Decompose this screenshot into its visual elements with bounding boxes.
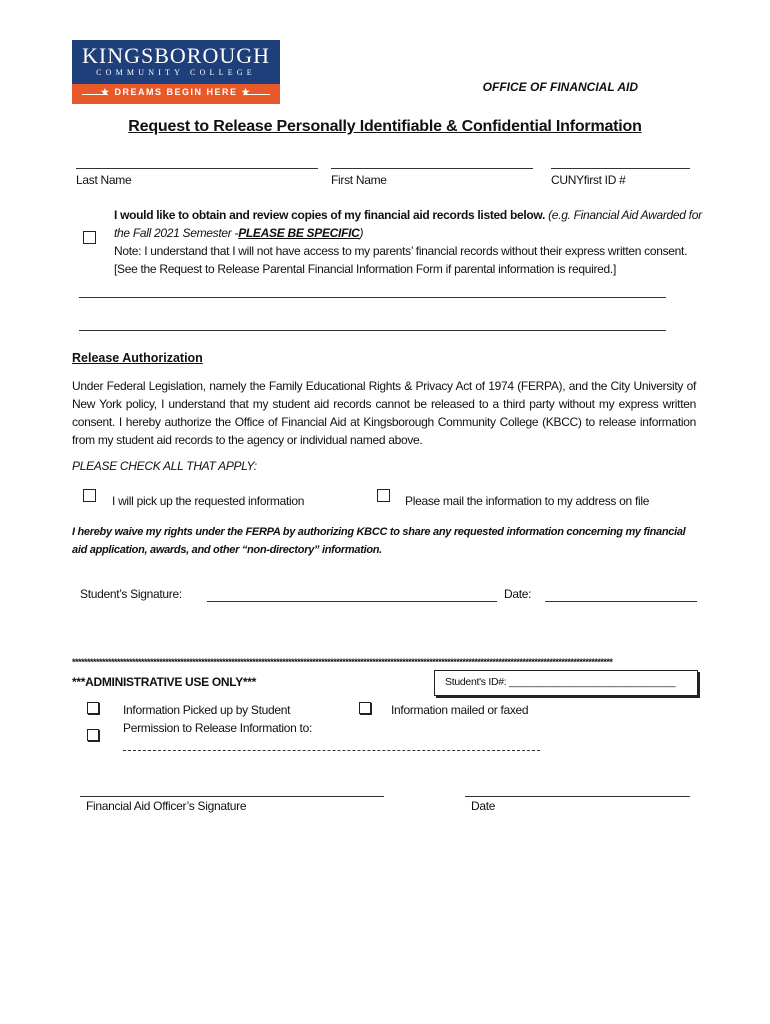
picked-up-label: Information Picked up by Student	[123, 703, 291, 717]
mailed-checkbox[interactable]	[359, 702, 371, 714]
records-line-2[interactable]	[79, 330, 666, 331]
date-label: Date:	[504, 587, 532, 601]
last-name-label: Last Name	[76, 173, 132, 187]
separator-line: ************************************************************************************************************************************************************************************	[72, 657, 613, 665]
page-title: Request to Release Personally Identifiable & Confidential Information	[128, 118, 642, 135]
request-records-checkbox[interactable]	[83, 231, 96, 244]
admin-heading: ***ADMINISTRATIVE USE ONLY***	[72, 675, 257, 689]
college-logo	[72, 40, 280, 104]
permission-checkbox[interactable]	[87, 729, 99, 741]
cunyfirst-id-line[interactable]	[551, 168, 690, 169]
first-name-label: First Name	[331, 173, 387, 187]
officer-date-line[interactable]	[465, 796, 690, 797]
logo-tagline: ★ DREAMS BEGIN HERE ★	[100, 87, 252, 97]
student-signature-label: Student’s Signature:	[80, 587, 182, 601]
request-example-close: )	[359, 226, 364, 240]
officer-signature-line[interactable]	[80, 796, 384, 797]
records-line-1[interactable]	[79, 297, 666, 298]
logo-subtitle: COMMUNITY COLLEGE	[96, 68, 256, 77]
request-example: (e.g. Financial Aid Awarded for the Fall 2021 Semester -	[114, 208, 702, 240]
mailed-label: Information mailed or faxed	[391, 703, 529, 717]
mail-checkbox[interactable]	[377, 489, 390, 502]
office-label: OFFICE OF FINANCIAL AID	[482, 80, 638, 94]
student-id-box[interactable]	[434, 670, 698, 696]
cunyfirst-id-label: CUNYfirst ID #	[551, 173, 626, 187]
first-name-line[interactable]	[331, 168, 533, 169]
officer-signature-label: Financial Aid Officer’s Signature	[86, 799, 247, 813]
check-all-label: PLEASE CHECK ALL THAT APPLY:	[72, 459, 257, 473]
ferpa-waiver: I hereby waive my rights under the FERPA by authorizing KBCC to share any requested information concerning my financial aid application, awards, and other “non-directory” information.	[72, 526, 686, 556]
last-name-line[interactable]	[76, 168, 318, 169]
pickup-label: I will pick up the requested information	[112, 494, 305, 508]
logo-name: KINGSBOROUGH	[81, 43, 270, 68]
permission-label: Permission to Release Information to:	[123, 721, 312, 735]
date-line[interactable]	[545, 601, 697, 602]
student-id-label: Student's ID#: ______________________________	[445, 676, 676, 688]
request-bold-text: I would like to obtain and review copies of my financial aid records listed below.	[114, 208, 546, 222]
please-be-specific: PLEASE BE SPECIFIC	[238, 226, 360, 240]
release-paragraph: Under Federal Legislation, namely the Family Educational Rights & Privacy Act of 1974 (FERPA), and the City University of New York policy, I understand that my student aid records cannot be released to a third party without my express written consent. I hereby authorize the Office of Financial Aid at Kingsborough Community College (KBCC) to release information from my student aid records to the agency or individual named above.	[72, 379, 696, 447]
permission-line[interactable]	[123, 750, 540, 751]
pickup-checkbox[interactable]	[83, 489, 96, 502]
request-text	[114, 206, 704, 278]
student-signature-line[interactable]	[207, 601, 497, 602]
mail-label: Please mail the information to my address on file	[405, 494, 650, 508]
officer-date-label: Date	[471, 799, 496, 813]
request-note: Note: I understand that I will not have access to my parents’ financial records without their express written consent. [See the Request to Release Parental Financial Information Form if parental information is required.]	[114, 244, 688, 276]
release-authorization-heading: Release Authorization	[72, 351, 203, 365]
picked-up-checkbox[interactable]	[87, 702, 99, 714]
